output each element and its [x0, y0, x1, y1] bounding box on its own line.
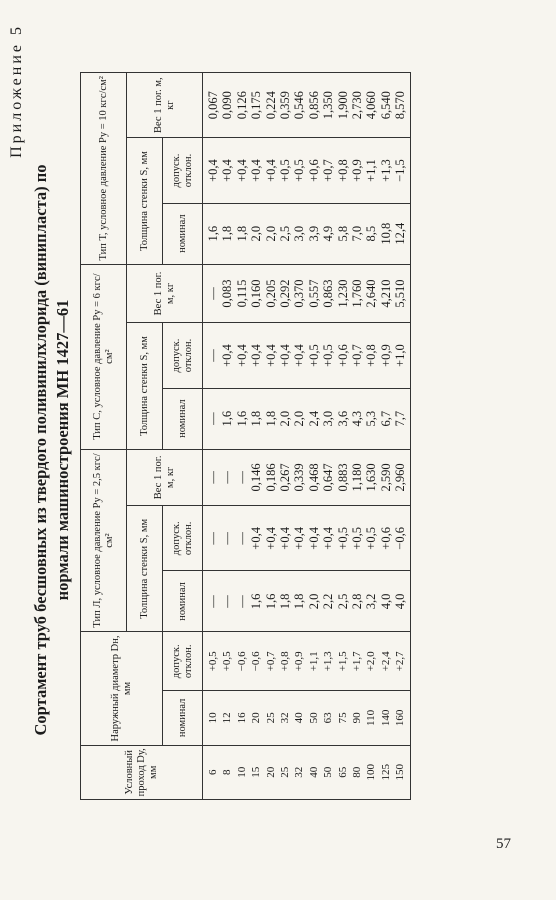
cell-value: +0,4	[249, 527, 264, 550]
cell-value: 3,6	[335, 410, 350, 427]
cell-value: 4,060	[364, 91, 379, 120]
cell-value: 3,0	[321, 410, 336, 427]
cell-value: +0,4	[249, 159, 264, 182]
cell-value: +0,5	[207, 651, 219, 672]
cell-value: +0,4	[234, 344, 249, 367]
cell-value: +0,4	[306, 527, 321, 550]
header-t-tolerance: допуск. отклон.	[163, 138, 203, 203]
cell-value: 0,115	[234, 279, 249, 308]
cell-value: +0,5	[349, 527, 364, 550]
cell-value: 63	[322, 712, 335, 724]
cell-value: 0,067	[206, 91, 220, 120]
cell-value: 1,6	[206, 225, 220, 242]
cell-value: 2,4	[306, 410, 321, 427]
col-dy	[203, 745, 411, 799]
cell-value: +0,9	[378, 344, 393, 367]
cell-value: 2,5	[277, 225, 292, 242]
cell-value: 15	[250, 766, 263, 778]
cell-value: +1,3	[378, 159, 393, 182]
header-s-nominal: номинал	[163, 388, 203, 449]
cell-value: 4,9	[321, 225, 336, 242]
cell-value: 2,8	[349, 593, 364, 610]
cell-value: +0,4	[234, 159, 249, 182]
cell-value: 80	[350, 766, 363, 778]
cell-value: —	[206, 595, 220, 608]
col-l-tolerance	[203, 506, 411, 571]
cell-value: 5,8	[335, 225, 350, 242]
cell-value: —	[220, 471, 235, 484]
cell-value: 0,186	[263, 463, 278, 492]
cell-value: 0,339	[292, 463, 307, 492]
cell-value: 0,090	[220, 91, 235, 120]
cell-value: +0,5	[321, 344, 336, 367]
cell-value: 0,863	[321, 279, 336, 308]
col-l-weight	[203, 449, 411, 506]
col-dn-nominal	[203, 691, 411, 745]
cell-value: 3,2	[364, 593, 379, 610]
col-s-tolerance	[203, 323, 411, 388]
cell-value: 2,5	[335, 593, 350, 610]
cell-value: 2,730	[349, 91, 364, 120]
col-s-weight	[203, 264, 411, 323]
header-weight-t: Вес 1 пог. м, кг	[127, 73, 203, 138]
cell-value: 0,359	[277, 91, 292, 120]
col-dn-tolerance	[203, 632, 411, 691]
cell-value: 140	[379, 709, 392, 727]
cell-value: —	[220, 595, 235, 608]
cell-value: +0,6	[378, 527, 393, 550]
cell-value: —	[206, 287, 220, 300]
cell-value: 0,205	[263, 279, 278, 308]
page-number: 57	[496, 836, 511, 852]
cell-value: 1,6	[220, 410, 235, 427]
cell-value: 7,0	[349, 225, 364, 242]
cell-value: 40	[307, 766, 320, 778]
cell-value: 4,0	[393, 593, 408, 610]
cell-value: 1,350	[321, 91, 336, 120]
cell-value: +1,0	[393, 344, 408, 367]
cell-value: −1,5	[393, 159, 408, 182]
header-type-l: Тип Л, условное давление Pу = 2,5 кгс/см²	[81, 449, 127, 632]
header-wall-s: Толщина стенки S, мм	[127, 323, 163, 449]
cell-value: +0,9	[349, 159, 364, 182]
header-wall-t: Толщина стенки S, мм	[127, 138, 163, 264]
cell-value: 4,3	[349, 410, 364, 427]
cell-value: 0,370	[292, 279, 307, 308]
cell-value: 0,175	[249, 91, 264, 120]
cell-value: +2,7	[394, 651, 407, 672]
cell-value: 2,0	[306, 593, 321, 610]
cell-value: 150	[394, 764, 407, 781]
cell-value: 0,160	[249, 279, 264, 308]
cell-value: 1,8	[234, 225, 249, 242]
cell-value: 0,146	[249, 463, 264, 492]
cell-value: 0,856	[306, 91, 321, 120]
document-title	[30, 60, 74, 840]
cell-value: +2,4	[379, 651, 392, 672]
cell-value: +0,4	[220, 344, 235, 367]
cell-value: —	[220, 532, 235, 545]
header-dy: Условный проход Dу, мм	[81, 745, 203, 799]
cell-value: +0,8	[335, 159, 350, 182]
cell-value: 3,9	[306, 225, 321, 242]
cell-value: 6	[207, 769, 219, 776]
cell-value: 90	[350, 712, 363, 724]
appendix-label: Приложение 5	[8, 24, 25, 158]
cell-value: +0,8	[278, 651, 291, 672]
cell-value: 0,468	[306, 463, 321, 492]
cell-value: 1,180	[349, 463, 364, 492]
cell-value: +0,6	[335, 344, 350, 367]
header-t-nominal: номинал	[163, 203, 203, 264]
header-type-t: Тип Т, условное давление Pу = 10 кгс/см²	[81, 73, 127, 265]
cell-value: +0,7	[321, 159, 336, 182]
cell-value: 0,883	[335, 463, 350, 492]
cell-value: +0,4	[292, 527, 307, 550]
cell-value: 0,267	[277, 463, 292, 492]
cell-value: +0,4	[321, 527, 336, 550]
header-outer-diameter: Наружный диаметр Dн, мм	[81, 632, 163, 745]
cell-value: 1,8	[292, 593, 307, 610]
cell-value: +2,0	[365, 651, 378, 672]
header-l-nominal: номинал	[163, 571, 203, 632]
cell-value: +0,5	[364, 527, 379, 550]
title-line-2: нормали машиностроения МН 1427—61	[53, 299, 72, 601]
cell-value: +0,4	[263, 527, 278, 550]
cell-value: 1,8	[249, 410, 264, 427]
cell-value: +1,1	[307, 651, 320, 672]
cell-value: 6,7	[378, 410, 393, 427]
cell-value: 0,647	[321, 463, 336, 492]
cell-value: 1,8	[263, 410, 278, 427]
cell-value: —	[206, 532, 220, 545]
cell-value: −0,6	[393, 527, 408, 550]
header-weight-l: Вес 1 пог. м, кг	[127, 449, 203, 506]
cell-value: 2,0	[263, 225, 278, 242]
cell-value: +1,3	[322, 651, 335, 672]
pipe-sortament-table	[80, 72, 411, 800]
cell-value: 10	[235, 766, 248, 778]
cell-value: +0,7	[264, 651, 277, 672]
cell-value: 2,0	[249, 225, 264, 242]
cell-value: 75	[336, 712, 349, 724]
col-t-weight	[203, 73, 411, 138]
cell-value: 8	[221, 769, 234, 776]
cell-value: 2,960	[393, 463, 408, 492]
cell-value: —	[206, 349, 220, 362]
cell-value: 4,210	[378, 279, 393, 308]
header-type-s: Тип С, условное давление Pу = 6 кгс/см²	[81, 264, 127, 449]
cell-value: 10,8	[378, 222, 393, 245]
cell-value: +0,5	[292, 159, 307, 182]
cell-value: +1,7	[350, 651, 363, 672]
header-weight-s: Вес 1 пог. м, кг	[127, 264, 203, 323]
cell-value: 32	[293, 766, 306, 778]
cell-value: 5,510	[393, 279, 408, 308]
cell-value: 1,8	[277, 593, 292, 610]
cell-value: 1,230	[335, 279, 350, 308]
cell-value: 7,7	[393, 410, 408, 427]
cell-value: 10	[207, 712, 219, 724]
cell-value: 125	[379, 764, 392, 781]
header-dn-tolerance: допуск. отклон.	[163, 632, 203, 691]
cell-value: 1,6	[263, 593, 278, 610]
cell-value: 0,546	[292, 91, 307, 120]
cell-value: 2,0	[277, 410, 292, 427]
cell-value: 0,083	[220, 279, 235, 308]
cell-value: 110	[365, 709, 378, 726]
cell-value: 1,6	[249, 593, 264, 610]
cell-value: —	[206, 471, 220, 484]
title-line-1: Сортамент труб бесшовных из твердого поливинилхлорида (винипласта) по	[31, 164, 50, 736]
cell-value: 1,900	[335, 91, 350, 120]
cell-value: +1,1	[364, 159, 379, 182]
cell-value: 40	[293, 712, 306, 724]
header-s-tolerance: допуск. отклон.	[163, 323, 203, 388]
cell-value: 0,557	[306, 279, 321, 308]
cell-value: +0,4	[206, 159, 220, 182]
cell-value: 2,640	[364, 279, 379, 308]
cell-value: 12	[221, 712, 234, 724]
cell-value: 1,630	[364, 463, 379, 492]
cell-value: 100	[365, 764, 378, 781]
cell-value: 3,0	[292, 225, 307, 242]
cell-value: 0,224	[263, 91, 278, 120]
cell-value: +0,5	[306, 344, 321, 367]
cell-value: —	[206, 412, 220, 425]
cell-value: +0,4	[263, 159, 278, 182]
cell-value: +0,5	[221, 651, 234, 672]
col-l-wall	[203, 571, 411, 632]
cell-value: +0,4	[277, 527, 292, 550]
cell-value: +0,4	[249, 344, 264, 367]
cell-value: 4,0	[378, 593, 393, 610]
cell-value: —	[234, 532, 249, 545]
cell-value: 6,540	[378, 91, 393, 120]
cell-value: 32	[278, 712, 291, 724]
header-dn-nominal: номинал	[163, 691, 203, 745]
header-wall-l: Толщина стенки S, мм	[127, 506, 163, 632]
cell-value: 1,760	[349, 279, 364, 308]
cell-value: 0,292	[277, 279, 292, 308]
col-s-wall	[203, 388, 411, 449]
cell-value: 50	[307, 712, 320, 724]
cell-value: +0,4	[292, 344, 307, 367]
cell-value: 2,2	[321, 593, 336, 610]
cell-value: 16	[235, 712, 248, 724]
cell-value: +0,7	[349, 344, 364, 367]
cell-value: 2,0	[292, 410, 307, 427]
cell-value: +0,8	[364, 344, 379, 367]
cell-value: 20	[250, 712, 263, 724]
cell-value: 8,570	[393, 91, 408, 120]
cell-value: +0,4	[263, 344, 278, 367]
cell-value: 0,126	[234, 91, 249, 120]
cell-value: +0,4	[277, 344, 292, 367]
cell-value: −0,6	[235, 651, 248, 672]
cell-value: 1,8	[220, 225, 235, 242]
cell-value: 8,5	[364, 225, 379, 242]
cell-value: +0,5	[335, 527, 350, 550]
cell-value: 50	[322, 766, 335, 778]
cell-value: 1,6	[234, 410, 249, 427]
cell-value: +0,6	[306, 159, 321, 182]
cell-value: +0,5	[277, 159, 292, 182]
cell-value: 25	[264, 712, 277, 724]
cell-value: —	[234, 471, 249, 484]
cell-value: 12,4	[393, 222, 408, 245]
cell-value: —	[234, 595, 249, 608]
cell-value: 160	[394, 709, 407, 727]
header-l-tolerance: допуск. отклон.	[163, 506, 203, 571]
cell-value: 5,3	[364, 410, 379, 427]
cell-value: 65	[336, 766, 349, 778]
cell-value: 20	[264, 766, 277, 778]
cell-value: 2,590	[378, 463, 393, 492]
col-t-tolerance	[203, 138, 411, 203]
cell-value: 25	[278, 766, 291, 778]
cell-value: +0,9	[293, 651, 306, 672]
cell-value: +1,5	[336, 651, 349, 672]
cell-value: +0,4	[220, 159, 235, 182]
data-row	[203, 73, 411, 800]
cell-value: −0,6	[250, 651, 263, 672]
col-t-wall	[203, 203, 411, 264]
